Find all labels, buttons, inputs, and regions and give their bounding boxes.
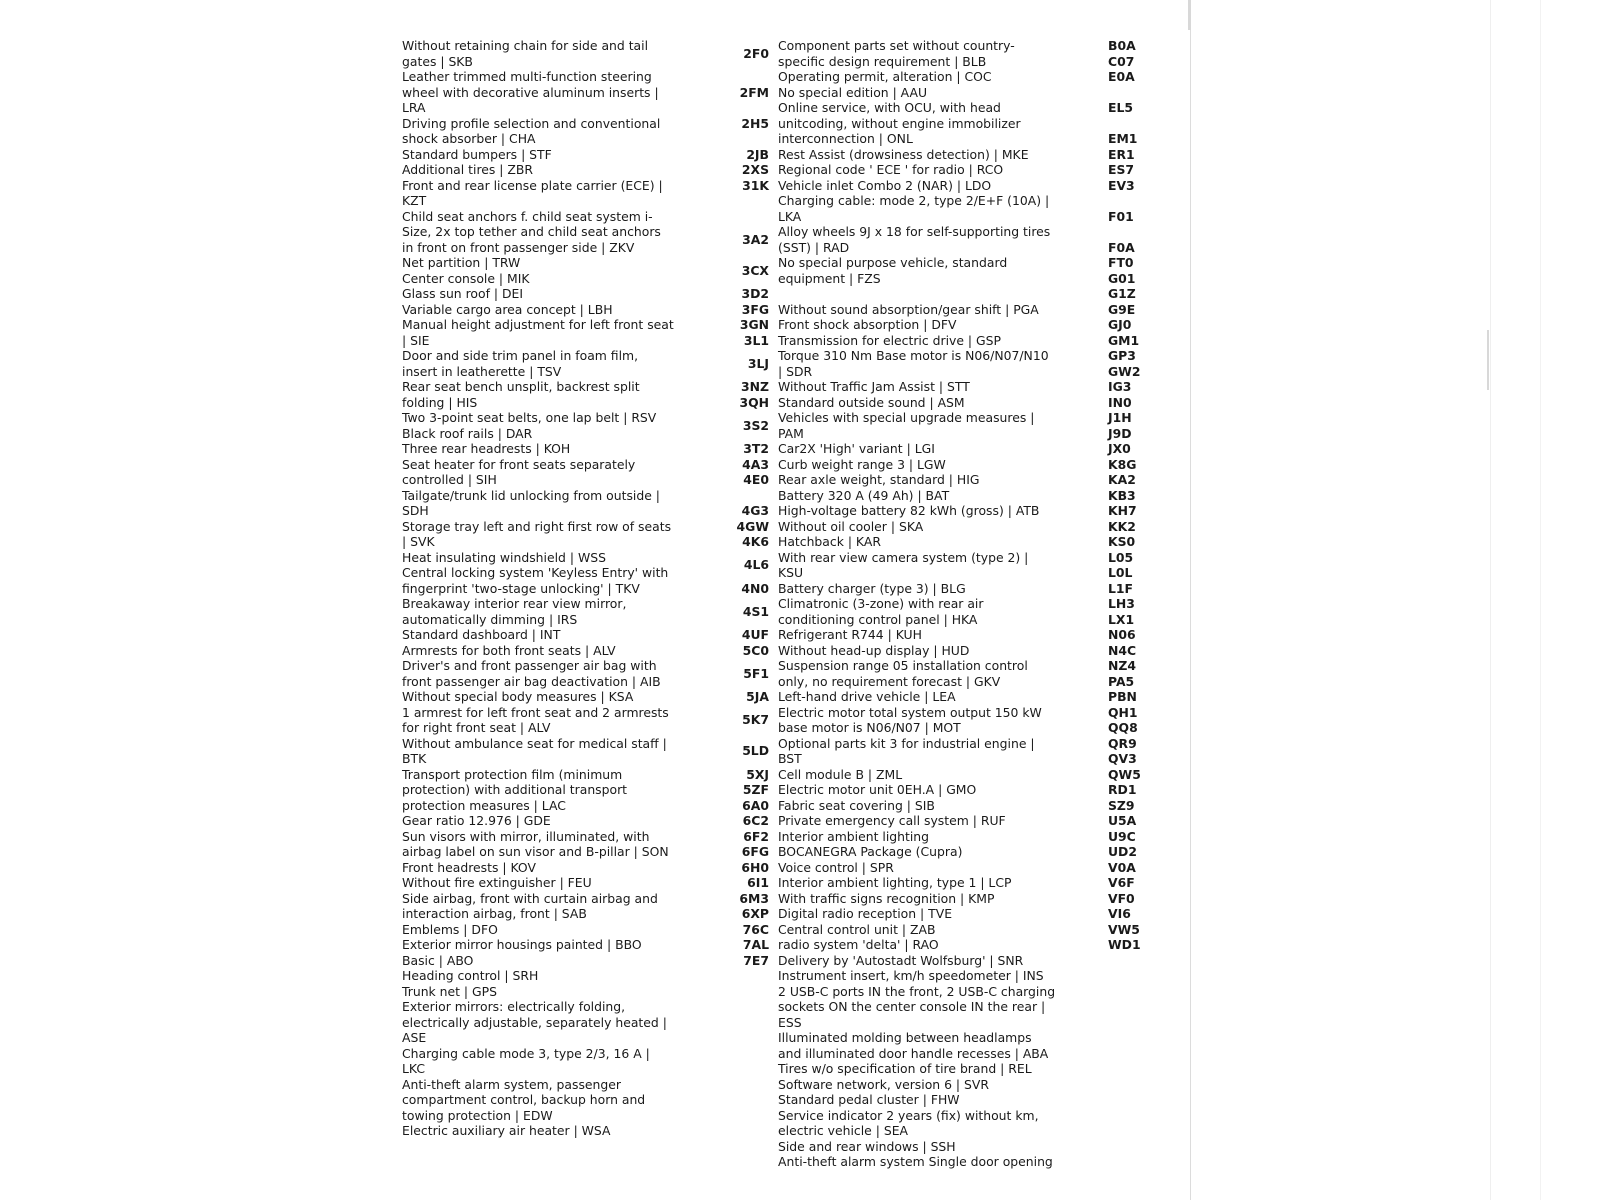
short-code: EM1 — [1108, 131, 1138, 146]
option-row — [726, 100, 1056, 147]
option-code: 4K6 — [742, 534, 769, 549]
option-description: Hatchback | KAR — [778, 534, 881, 549]
option-description: Charging cable: mode 2, type 2/E+F (10A) | LKA — [778, 193, 1050, 224]
option-description: Illuminated molding between headlamps and illuminated door handle recesses | ABA — [778, 1030, 1049, 1061]
option-code: 31K — [742, 177, 769, 193]
short-code: QR9 — [1108, 735, 1137, 751]
option-code: 3LJ — [747, 355, 769, 371]
short-code: EV3 — [1108, 177, 1135, 193]
option-description: Operating permit, alteration | COC — [778, 69, 992, 84]
short-code: K8G — [1108, 456, 1137, 472]
option-row — [726, 643, 1056, 659]
option-code: 3A2 — [742, 231, 769, 247]
option-entry: Child seat anchors f. child seat system i-Size, 2x top tether and child seat anchors in front on front passenger side | ZKV — [402, 208, 661, 255]
option-code: 2XS — [741, 162, 769, 177]
option-row — [726, 906, 1056, 922]
option-entry: Emblems | DFO — [402, 921, 498, 937]
short-code: KH7 — [1108, 503, 1137, 518]
option-description: Component parts set without country-specific design requirement | BLB — [778, 38, 1015, 69]
option-row — [726, 85, 1056, 101]
option-row — [726, 705, 1056, 736]
short-code: F01 — [1108, 208, 1134, 224]
short-code: PBN — [1108, 689, 1137, 704]
short-code: KS0 — [1108, 534, 1136, 549]
short-code: N06 — [1108, 627, 1136, 642]
option-entry: Seat heater for front seats separately controlled | SIH — [402, 456, 636, 487]
option-description: No special edition | AAU — [778, 84, 928, 100]
short-code: KB3 — [1108, 487, 1136, 503]
option-code: 4G3 — [741, 503, 769, 518]
option-entry: Storage tray left and right first row of seats | SVK — [402, 518, 672, 549]
option-row — [726, 798, 1056, 814]
option-description: 2 USB-C ports IN the front, 2 USB-C charging sockets ON the center console IN the rear | ESS — [778, 983, 1056, 1030]
option-row — [726, 596, 1056, 627]
option-entry: Manual height adjustment for left front seat | SIE — [402, 317, 674, 348]
option-entry: Net partition | TRW — [402, 255, 521, 270]
short-code: C07 — [1108, 53, 1135, 69]
page-edge-mark — [1487, 330, 1489, 390]
option-row — [726, 302, 1056, 318]
option-row — [726, 503, 1056, 519]
option-code: 3NZ — [741, 379, 769, 394]
short-code: L05 — [1108, 549, 1134, 565]
option-code: 4UF — [741, 627, 769, 642]
short-code: J9D — [1108, 425, 1132, 441]
option-row — [726, 875, 1056, 891]
option-description: No special purpose vehicle, standard equipment | FZS — [778, 255, 1008, 286]
option-code: 5ZF — [742, 782, 769, 797]
option-row — [726, 658, 1056, 689]
option-description: Front shock absorption | DFV — [778, 317, 957, 332]
option-description: Electric motor unit 0EH.A | GMO — [778, 782, 977, 797]
option-code: 3CX — [741, 262, 769, 278]
option-row — [726, 395, 1056, 411]
option-row — [726, 255, 1056, 286]
option-description: Curb weight range 3 | LGW — [778, 456, 946, 472]
option-description: Battery charger (type 3) | BLG — [778, 580, 966, 596]
option-code: 6FG — [741, 844, 769, 859]
option-entry: Without special body measures | KSA — [402, 689, 634, 704]
option-description: With rear view camera system (type 2) | KSU — [778, 549, 1029, 580]
short-code: KA2 — [1108, 472, 1136, 487]
option-row — [726, 844, 1056, 860]
option-code: 4A3 — [742, 456, 769, 472]
option-code: 6I1 — [747, 875, 769, 890]
option-row — [726, 1092, 1056, 1108]
short-code: ER1 — [1108, 146, 1135, 162]
option-entry: Sun visors with mirror, illuminated, with airbag label on sun visor and B-pillar | SON — [402, 828, 669, 859]
option-description: Without sound absorption/gear shift | PGA — [778, 301, 1039, 317]
short-code: ES7 — [1108, 162, 1135, 177]
option-description: Transmission for electric drive | GSP — [778, 332, 1001, 348]
option-code: 4L6 — [743, 557, 769, 573]
option-row — [726, 38, 1056, 69]
option-entry: Without ambulance seat for medical staff | BTK — [402, 735, 667, 766]
option-row — [726, 550, 1056, 581]
option-code: 2H5 — [741, 115, 769, 131]
short-code: LH3 — [1108, 596, 1135, 611]
short-code: VW5 — [1108, 921, 1140, 937]
option-row — [726, 1061, 1056, 1077]
option-row — [726, 937, 1056, 953]
option-entry: Leather trimmed multi-function steering wheel with decorative aluminum inserts | LRA — [402, 69, 659, 115]
options-right-codes-column — [1108, 38, 1178, 953]
option-description: High-voltage battery 82 kWh (gross) | ATB — [778, 503, 1040, 518]
short-code: LX1 — [1108, 611, 1135, 627]
option-row — [726, 1077, 1056, 1093]
option-row — [726, 984, 1056, 1031]
option-code: 5C0 — [742, 642, 769, 658]
option-row — [726, 69, 1056, 85]
option-code: 7AL — [742, 937, 769, 952]
option-entry: Variable cargo area concept | LBH — [402, 301, 613, 317]
option-code: 4N0 — [741, 580, 769, 596]
option-code: 5JA — [746, 689, 769, 704]
short-code: QQ8 — [1108, 720, 1138, 735]
option-row — [726, 1108, 1056, 1139]
option-description: Tires w/o specification of tire brand | REL — [778, 1061, 1032, 1076]
option-entry: 1 armrest for left front seat and 2 armrests for right front seat | ALV — [402, 704, 669, 735]
option-description: Battery 320 A (49 Ah) | BAT — [778, 487, 950, 503]
option-code: 4S1 — [742, 603, 769, 619]
short-code: PA5 — [1108, 673, 1135, 689]
option-entry: Electric auxiliary air heater | WSA — [402, 1123, 611, 1138]
option-entry: Breakaway interior rear view mirror, automatically dimming | IRS — [402, 596, 627, 627]
option-entry: Armrests for both front seats | ALV — [402, 642, 616, 658]
option-description: Interior ambient lighting, type 1 | LCP — [778, 875, 1012, 890]
option-entry: Exterior mirror housings painted | BBO — [402, 937, 642, 952]
option-description: Climatronic (3-zone) with rear air conditioning control panel | HKA — [778, 596, 984, 627]
option-row — [726, 1154, 1056, 1170]
option-entry: Center console | MIK — [402, 270, 530, 286]
option-code: 3D2 — [741, 286, 769, 301]
option-row — [726, 224, 1056, 255]
short-code: G9E — [1108, 301, 1136, 317]
option-description: Suspension range 05 installation control only, no requirement forecast | GKV — [778, 658, 1028, 689]
option-description: Without Traffic Jam Assist | STT — [778, 379, 970, 394]
option-code: 3FG — [741, 301, 769, 317]
option-entry: Without retaining chain for side and tail gates | SKB — [402, 38, 649, 69]
option-description: Rest Assist (drowsiness detection) | MKE — [778, 146, 1029, 162]
short-code: QV3 — [1108, 751, 1137, 766]
option-description: Instrument insert, km/h speedometer | INS — [778, 968, 1044, 983]
option-description: Electric motor total system output 150 kW base motor is N06/N07 | MOT — [778, 704, 1042, 735]
option-description: Digital radio reception | TVE — [778, 906, 953, 921]
option-row — [726, 813, 1056, 829]
option-row — [726, 441, 1056, 457]
option-code: 2F0 — [743, 45, 769, 61]
short-code: U9C — [1108, 828, 1136, 844]
short-code: B0A — [1108, 38, 1136, 53]
option-entry: Front and rear license plate carrier (ECE) | KZT — [402, 177, 663, 208]
option-entry: Charging cable mode 3, type 2/3, 16 A | LKC — [402, 1045, 650, 1076]
option-description: Service indicator 2 years (fix) without km, electric vehicle | SEA — [778, 1107, 1039, 1138]
option-description: Left-hand drive vehicle | LEA — [778, 689, 956, 704]
short-code: L0L — [1108, 565, 1133, 580]
option-entry: Driving profile selection and conventional shock absorber | CHA — [402, 115, 661, 146]
option-code: 4GW — [736, 518, 769, 534]
short-code: WD1 — [1108, 937, 1141, 952]
short-code: IN0 — [1108, 394, 1132, 410]
option-description: Side and rear windows | SSH — [778, 1138, 956, 1154]
short-code: RD1 — [1108, 782, 1137, 797]
page-edge-mark — [1188, 0, 1191, 30]
option-entry: Side airbag, front with curtain airbag and interaction airbag, front | SAB — [402, 890, 658, 921]
option-row — [726, 147, 1056, 163]
option-entry: Driver's and front passenger air bag with front passenger air bag deactivation | AIB — [402, 658, 661, 689]
option-description: Rear axle weight, standard | HIG — [778, 472, 980, 487]
option-row — [726, 178, 1056, 194]
option-entry: Standard bumpers | STF — [402, 146, 552, 162]
option-description: Voice control | SPR — [778, 859, 894, 875]
option-row — [726, 922, 1056, 938]
option-description: Without head-up display | HUD — [778, 642, 970, 658]
option-code: 3GN — [739, 317, 769, 332]
short-code: EL5 — [1108, 100, 1133, 115]
option-row — [726, 534, 1056, 550]
short-code: GM1 — [1108, 332, 1140, 348]
option-row — [726, 829, 1056, 845]
option-entry: Standard dashboard | INT — [402, 627, 561, 642]
option-row — [726, 1030, 1056, 1061]
option-description: BOCANEGRA Package (Cupra) — [778, 844, 963, 859]
option-row — [726, 162, 1056, 178]
option-code: 6H0 — [741, 859, 769, 875]
option-code: 6C2 — [742, 813, 769, 828]
option-entry: Glass sun roof | DEI — [402, 286, 524, 301]
short-code: G1Z — [1108, 286, 1136, 301]
option-entry: Heat insulating windshield | WSS — [402, 549, 606, 565]
short-code: SZ9 — [1108, 797, 1135, 813]
option-code: 76C — [742, 921, 769, 937]
short-code: NZ4 — [1108, 658, 1136, 673]
option-code: 6A0 — [742, 797, 769, 813]
short-code: JX0 — [1108, 441, 1131, 456]
option-description: With traffic signs recognition | KMP — [778, 890, 995, 906]
option-entry: Tailgate/trunk lid unlocking from outside | SDH — [402, 487, 660, 518]
option-entry: Door and side trim panel in foam film, insert in leatherette | TSV — [402, 348, 639, 379]
short-code: L1F — [1108, 580, 1133, 596]
short-code: F0A — [1108, 239, 1135, 255]
option-row — [726, 519, 1056, 535]
option-entry: Exterior mirrors: electrically folding, electrically adjustable, separately heated | ASE — [402, 999, 667, 1045]
option-code: 6M3 — [739, 890, 769, 906]
option-entry: Central locking system 'Keyless Entry' with fingerprint 'two-stage unlocking' | TKV — [402, 565, 669, 596]
option-row — [726, 286, 1056, 302]
short-code: KK2 — [1108, 518, 1136, 534]
option-entry: Black roof rails | DAR — [402, 425, 533, 441]
option-code: 6F2 — [743, 828, 769, 844]
option-code: 5LD — [742, 743, 769, 759]
option-row — [726, 860, 1056, 876]
option-code: 4E0 — [743, 472, 769, 487]
option-row — [726, 891, 1056, 907]
option-description: Private emergency call system | RUF — [778, 813, 1006, 828]
short-code: GW2 — [1108, 363, 1141, 379]
option-description: Alloy wheels 9J x 18 for self-supporting tires (SST) | RAD — [778, 224, 1051, 255]
option-description: Vehicles with special upgrade measures | PAM — [778, 410, 1035, 441]
option-entry: Transport protection film (minimum protection) with additional transport protection measures | LAC — [402, 766, 628, 813]
option-row — [726, 410, 1056, 441]
option-description: Optional parts kit 3 for industrial engine | BST — [778, 735, 1035, 766]
option-description: Interior ambient lighting — [778, 828, 930, 844]
short-code: V0A — [1108, 859, 1136, 875]
short-code: UD2 — [1108, 844, 1137, 859]
short-code: G01 — [1108, 270, 1136, 286]
option-entry: Without fire extinguisher | FEU — [402, 875, 592, 890]
short-code: N4C — [1108, 642, 1137, 658]
option-description: Regional code ' ECE ' for radio | RCO — [778, 162, 1004, 177]
option-row — [726, 953, 1056, 969]
option-entry: Anti-theft alarm system, passenger compartment control, backup horn and towing protection | EDW — [402, 1076, 646, 1123]
option-entry: Additional tires | ZBR — [402, 162, 533, 177]
option-row — [726, 457, 1056, 473]
option-row — [726, 193, 1056, 224]
option-description: Standard pedal cluster | FHW — [778, 1092, 960, 1107]
option-row — [726, 348, 1056, 379]
option-description: Without oil cooler | SKA — [778, 518, 924, 534]
option-row — [726, 1139, 1056, 1155]
option-row — [726, 488, 1056, 504]
option-entry: Two 3-point seat belts, one lap belt | RSV — [402, 410, 657, 425]
option-row — [726, 379, 1056, 395]
options-left-column — [402, 38, 674, 1139]
option-code: 2FM — [739, 84, 769, 100]
option-description: Fabric seat covering | SIB — [778, 797, 935, 813]
option-description: radio system 'delta' | RAO — [778, 937, 939, 952]
option-code: 3S2 — [742, 417, 769, 433]
short-code: GP3 — [1108, 348, 1136, 363]
option-description: Standard outside sound | ASM — [778, 394, 965, 410]
option-entry: Basic | ABO — [402, 952, 474, 968]
option-code: 6XP — [741, 906, 769, 921]
short-code: FT0 — [1108, 255, 1134, 270]
short-code: GJ0 — [1108, 317, 1132, 332]
short-code: VF0 — [1108, 890, 1135, 906]
option-code: 3T2 — [743, 441, 769, 456]
option-description: Software network, version 6 | SVR — [778, 1076, 989, 1092]
option-description: Cell module B | ZML — [778, 766, 903, 782]
option-description: Vehicle inlet Combo 2 (NAR) | LDO — [778, 177, 992, 193]
option-row — [726, 317, 1056, 333]
option-description: Delivery by 'Autostadt Wolfsburg' | SNR — [778, 952, 1024, 968]
option-code: 5XJ — [746, 766, 769, 782]
option-code: 5K7 — [742, 712, 769, 728]
option-entry: Rear seat bench unsplit, backrest split folding | HIS — [402, 379, 640, 410]
option-description: Car2X 'High' variant | LGI — [778, 441, 935, 456]
option-row — [726, 627, 1056, 643]
option-row — [726, 782, 1056, 798]
short-code: U5A — [1108, 813, 1137, 828]
options-middle-column — [726, 38, 1056, 1170]
page-edge-rule — [1190, 0, 1191, 1200]
option-code: 3QH — [739, 394, 769, 410]
short-code: IG3 — [1108, 379, 1132, 394]
page-edge-rule — [1540, 0, 1541, 1200]
option-row — [726, 968, 1056, 984]
short-code: QH1 — [1108, 704, 1138, 720]
option-row — [726, 767, 1056, 783]
option-description: Central control unit | ZAB — [778, 921, 936, 937]
option-code: 7E7 — [743, 952, 769, 968]
page-edge-rule — [1490, 0, 1491, 1200]
option-entry: Front headrests | KOV — [402, 859, 536, 875]
short-code: J1H — [1108, 410, 1132, 425]
short-code: V6F — [1108, 875, 1135, 890]
option-description: Online service, with OCU, with head unitcoding, without engine immobilizer interconnection | ONL — [778, 100, 1021, 146]
option-entry: Heading control | SRH — [402, 968, 539, 983]
short-code: VI6 — [1108, 906, 1131, 921]
option-row — [726, 333, 1056, 349]
option-description: Refrigerant R744 | KUH — [778, 627, 922, 642]
option-entry: Trunk net | GPS — [402, 983, 497, 999]
option-row — [726, 472, 1056, 488]
option-entry: Gear ratio 12.976 | GDE — [402, 813, 551, 828]
option-entry: Three rear headrests | KOH — [402, 441, 571, 456]
option-description: Anti-theft alarm system Single door opening — [778, 1154, 1053, 1169]
option-code: 5F1 — [743, 665, 769, 681]
option-row — [726, 736, 1056, 767]
option-code: 2JB — [746, 146, 769, 162]
option-code: 3L1 — [743, 332, 769, 348]
option-row — [726, 689, 1056, 705]
option-description: Torque 310 Nm Base motor is N06/N07/N10 | SDR — [778, 348, 1049, 379]
short-code: E0A — [1108, 69, 1135, 84]
short-code: QW5 — [1108, 766, 1141, 782]
option-row — [726, 581, 1056, 597]
